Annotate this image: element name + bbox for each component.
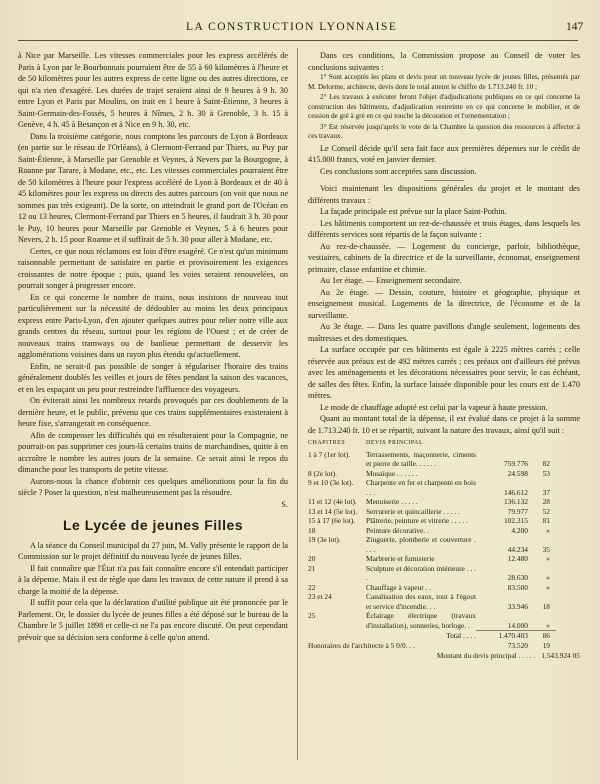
table-row (308, 535, 580, 554)
description-cell: Canalisation des eaux, tout à l'égout et service d'incendie. . . (366, 592, 476, 611)
chapter-cell: 18 (308, 525, 316, 535)
paragraph: Certes, ce que nous réclamons est loin d'être exagéré. Ce n'est qu'un minimum raisonnable permettant de satisfaire en partie et provisoirement les exigences croissantes de notre époque ; puis, quand les voies seraient renouvelées, on pourrait songer à progresser encore. (18, 246, 288, 290)
paragraph: Quant au montant total de la dépense, il est évalué dans ce projet à la somme de 1.713.240 fr. 10 et se répartit, suivant la nature des travaux, ainsi qu'il suit : (308, 414, 580, 435)
chapter-cell: 19 (3e lot). (308, 535, 341, 544)
table-row (308, 469, 580, 479)
description-cell: Plâtrerie, peinture et vitrerie . . . . . (366, 516, 468, 525)
grand-total-value: 1.543.924 05 (541, 651, 580, 660)
total-label: Total . . . . (446, 631, 476, 640)
paragraph: La surface occupée par ces bâtiments est égale à 2225 mètres carrés ; celle réservée aux préaux est de 492 mètres carrés ; ces préaux ont d'ailleurs été prévus avec les aménagements et les décorations nécessaires pour servir, le cas échéant, de salles des fêtes. Enfin, la surface laissée disponible pour les cours est de 1.470 mètres. (308, 345, 580, 400)
description-cell: Menuiserie . . . . . (366, 497, 418, 506)
description-cell: Chauffage à vapeur . . (366, 582, 432, 592)
amount-cell: 79.977 (507, 506, 528, 516)
table-row (308, 564, 580, 583)
paragraph: On éviterait ainsi les nombreux retards provoqués par ces doublements de la dernière heure, et le public, prévenu que ces trains supplémentaires existeraient à heure fixe, s'arrangerait en conséquence. (18, 396, 288, 428)
amount-cell: 14.000 (507, 620, 528, 630)
description-cell: Charpente en fer et charpente en bois . . . (366, 478, 476, 497)
table-row (308, 497, 580, 507)
cents-cell: 52 (542, 506, 550, 516)
paragraph: Aurons-nous la chance d'obtenir ces quelques améliorations pour la fin du siècle ? Poser la question, n'est malheureusement pas la résoudre. (18, 476, 288, 497)
cents-cell: » (546, 554, 550, 563)
chapter-cell: 15 à 17 (6e lot). (308, 516, 355, 525)
chapter-cell: 1 à 7 (1er lot). (308, 449, 351, 459)
header-chapitres: CHAPITRES (308, 440, 346, 446)
chapter-cell: 21 (308, 563, 316, 573)
amount-cell: 28.630 (507, 573, 528, 582)
amount-cell: 83.500 (507, 582, 528, 592)
header-rule (18, 40, 578, 41)
description-cell: Sculpture et décoration intérieure . . . . (366, 563, 476, 582)
fees-row (308, 641, 580, 651)
chapter-cell: 9 et 10 (3e lot). (308, 478, 354, 487)
table-row (308, 592, 580, 611)
cents-cell: » (546, 582, 550, 592)
paragraph: Il fait connaître que l'État n'a pas fait connaître encore s'il entendait participer à la dépense. Mais il est de règle que dans les travaux de cette nature il prend à sa charge la moitié de la dépense. (18, 563, 288, 596)
table-body (308, 450, 580, 631)
running-header: LA CONSTRUCTION LYONNAISE (186, 21, 398, 33)
cents-cell: 18 (542, 601, 550, 611)
table-row (308, 450, 580, 469)
fees-label: Honoraires de l'architecte à 5 0/0. . . (308, 640, 415, 650)
description-cell: Marbrerie et fumisterie (366, 554, 435, 563)
table-row (308, 478, 580, 497)
amount-cell: 102.315 (503, 516, 528, 525)
table-row (308, 526, 580, 536)
chapter-cell: 25 (308, 611, 316, 620)
conclusion-item: 3° Est réservée jusqu'après le vote de la Chambre la question des ressources à affecter à ces travaux. (308, 122, 580, 140)
signature: S. (281, 499, 288, 509)
left-column (18, 50, 288, 643)
paragraph: Dans la troisième catégorie, nous comptons les parcours de Lyon à Bordeaux (en partie sur le réseau de l'Orléans), à Clermont-Ferrand par Thiers, au Puy par Saint-Étienne, à Marseille par Grenoble et Veynes, à Nevers par la Bourgogne, à Roanne par Tarare, à Modane, etc., etc. Les vitesses commerciales pourraient être de 50 kilomètres à l'heure pour l'express accéléré de Lyon à Bordeaux et de 40 à 45 kilomètres pour les express ou directs des autres parcours (on voit que nous ne sommes pas très exigeant). De la sorte, on atteindrait le grand port de l'Océan en 12 ou 13 heures, Clermont-Ferrand par Thiers en 5 heures, il faudrait 3 h. 30 pour le Puy, 10 heures pour Marseille par Grenoble et Veynes, 5 à 6 heures pour Nevers, 2 h. 15 pour Roanne et il suffirait de 5 h. 30 pour aller à Modane, etc. (18, 131, 288, 244)
amount-cell: 136.132 (503, 497, 528, 506)
paragraph: Au rez-de-chaussée. — Logement du concierge, parloir, bibliothèque, vestiaires, cabinets de la directrice et de la surveillante, économat, enseignement primaire, classe enfantine et chimie. (308, 241, 580, 274)
right-column (308, 50, 580, 661)
total-row (308, 631, 580, 641)
table-row (308, 554, 580, 564)
total-value: 1.470.403 (498, 631, 528, 640)
amount-cell: 4.200 (511, 525, 528, 535)
chapter-cell: 13 et 14 (5e lot). (308, 506, 358, 516)
chapter-cell: 8 (2e lot). (308, 468, 337, 478)
conclusion-item: 2° Les travaux à exécuter feront l'objet d'adjudications publiques en ce qui concerne la construction des bâtiments, d'adjudication restreinte en ce qui concerne le mobilier, et de cession de gré à gré en ce qui touche la décoration et l'ornementation ; (308, 93, 580, 120)
table-header (308, 439, 580, 449)
grand-total-label: Montant du devis principal . . . . . (436, 651, 536, 660)
paragraph: A la séance du Conseil municipal du 27 juin, M. Vally présente le rapport de la Commission sur le projet définitif du nouveau lycée de jeunes filles. (18, 540, 288, 561)
conclusions-list (308, 73, 580, 142)
paragraph: Au 3e étage. — Dans les quatre pavillons d'angle seulement, logements des maîtresses et des domestiques. (308, 322, 580, 343)
page-number: 147 (566, 21, 584, 33)
table-row (308, 516, 580, 526)
paragraph: Le mode de chauffage adopté est celui par la vapeur à haute pression. (320, 402, 548, 412)
amount-cell: 44.234 (507, 544, 528, 554)
paragraph: La façade principale est prévue sur la place Saint-Pothin. (320, 207, 507, 216)
paragraph: Le Conseil décide qu'il sera fait face aux premières dépenses sur le crédit de 415.000 francs, voté en janvier dernier. (308, 143, 580, 164)
description-cell: Peinture décorative. . (366, 525, 429, 535)
table-row (308, 507, 580, 517)
cents-cell: » (546, 573, 550, 582)
cost-table (308, 439, 580, 661)
total-cents: 86 (542, 631, 550, 640)
cents-cell: » (546, 525, 550, 535)
grand-total-row (308, 651, 580, 661)
fees-value: 73.520 (507, 640, 528, 650)
amount-cell: 759.776 (503, 459, 528, 468)
description-cell: Mosaïque . . . . . . (366, 468, 418, 478)
paragraph: Dans ces conditions, la Commission propose au Conseil de voter les conclusions suivantes : (308, 51, 580, 72)
paragraph: Afin de compenser les difficultés qui en résulteraient pour la Compagnie, ne pourrait-on pas supprimer ces jours-là certains trains de marchandises, quitte à en accroître le nombre les autres jours de la semaine. Ce serait ainsi le repos du dimanche pour les transports de petite vitesse. (18, 430, 288, 474)
signature-line (18, 499, 288, 511)
cents-cell: » (546, 620, 550, 630)
fees-cents: 19 (542, 640, 550, 650)
paragraph: Au 1er étage. — Enseignement secondaire. (320, 276, 462, 285)
description-cell: Zinguerie, plomberie et couverture . . . . (366, 535, 476, 554)
description-cell: Serrurerie et quincaillerie . . . . . (366, 506, 460, 516)
chapter-cell: 20 (308, 554, 316, 563)
paragraph: Il suffit pour cela que la déclaration d'utilité publique ait été prononcée par le Parlement. Or, le dossier du lycée de jeunes filles a été déposé sur le bureau de la Chambre le 5 juillet 1898 et celle-ci ne l'a pas encore discuté. On peut cependant prévoir que sa décision sera conforme à celle qu'on attend. (18, 598, 288, 642)
amount-cell: 146.612 (503, 487, 528, 497)
cents-cell: 53 (542, 468, 550, 478)
amount-cell: 24.598 (507, 468, 528, 478)
chapter-cell: 22 (308, 582, 316, 592)
cents-cell: 28 (542, 497, 550, 506)
amount-cell: 33.946 (507, 601, 528, 611)
paragraph: Ces conclusions sont acceptées sans discussion. (320, 166, 477, 176)
table-row (308, 583, 580, 593)
paragraph: à Nice par Marseille. Les vitesses commerciales pour les express accélérés de Paris à Lyon par le Bourbonnais pourraient être de 55 à 60 kilomètres à l'heure et de 50 kilomètres pour les autres express de cette ligne ou des autres directions, ce qui n'a rien d'exagéré. Les durées de trajet seraient ainsi de 9 heures à 9 h. 30 entre Lyon et Paris par Moulins, on irait en 1 heure à Saint-Étienne, 3 heures à Saint-Germain-des-Fossés, 5 heures à Nîmes, 2 h. 30 à Grenoble, 3 h. 15 à Genève, 4 h. 45 à Besançon et à Nice en 9 h. 30, etc. (18, 51, 288, 129)
chapter-cell: 11 et 12 (4e lot). (308, 497, 357, 506)
description-cell: Éclairage électrique (travaux d'installation), sonneries, horloge. . (366, 611, 476, 630)
conclusion-item: 1° Sont acceptés les plans et devis pour un nouveau lycée de jeunes filles, présentés par M. Delorme, architecte, devis dont le total atteint le chiffre de 1.713.240 fr. 10 ; (308, 73, 580, 91)
paragraph: Au 2e étage. — Dessin, couture, histoire et géographie, physique et enseignement musical. Logements de la directrice, de l'économe et de la surveillante. (308, 287, 580, 320)
cents-cell: 37 (542, 487, 550, 497)
paragraph: Les bâtiments comportent un rez-de-chaussée et trois étages, dans lesquels les différents services sont répartis de la façon suivante : (308, 218, 580, 239)
amount-cell: 12.480 (507, 554, 528, 563)
paragraph: En ce qui concerne le nombre de trains, nous insistons de nouveau tout particulièrement sur la nécessité de dédoubler au moins les deux principaux express entre Paris-Lyon, d'en ajouter quelques autres pour relier notre ville aux grands centres du réseau, surtout pour les régions de l'Ouest ; et de créer de nouveaux trains tramways ou de banlieue permettant de desservir les agglomérations voisines dans un rayon plus étendu qu'actuellement. (18, 292, 288, 359)
paragraph: Enfin, ne serait-il pas possible de songer à régulariser l'horaire des trains généralement doublés les veilles et jours de fêtes pendant la saison des vacances, et en les espaçant un peu pour restreindre l'affluence des voyageurs. (18, 361, 288, 394)
header-devis: DEVIS PRINCIPAL (366, 440, 424, 446)
cents-cell: 35 (542, 544, 550, 554)
description-cell: Terrassements, maçonnerie, ciments et pierre de taille. . . . . . (366, 449, 476, 468)
cents-cell: 82 (542, 459, 550, 468)
paragraph: Voici maintenant les dispositions générales du projet et le montant des différents travaux : (308, 184, 580, 205)
table-row (308, 611, 580, 630)
column-divider (297, 48, 298, 760)
chapter-cell: 23 et 24 (308, 592, 332, 601)
section-title: Le Lycée de jeunes Filles (62, 517, 244, 533)
separator (424, 180, 464, 181)
cents-cell: 81 (542, 516, 550, 525)
